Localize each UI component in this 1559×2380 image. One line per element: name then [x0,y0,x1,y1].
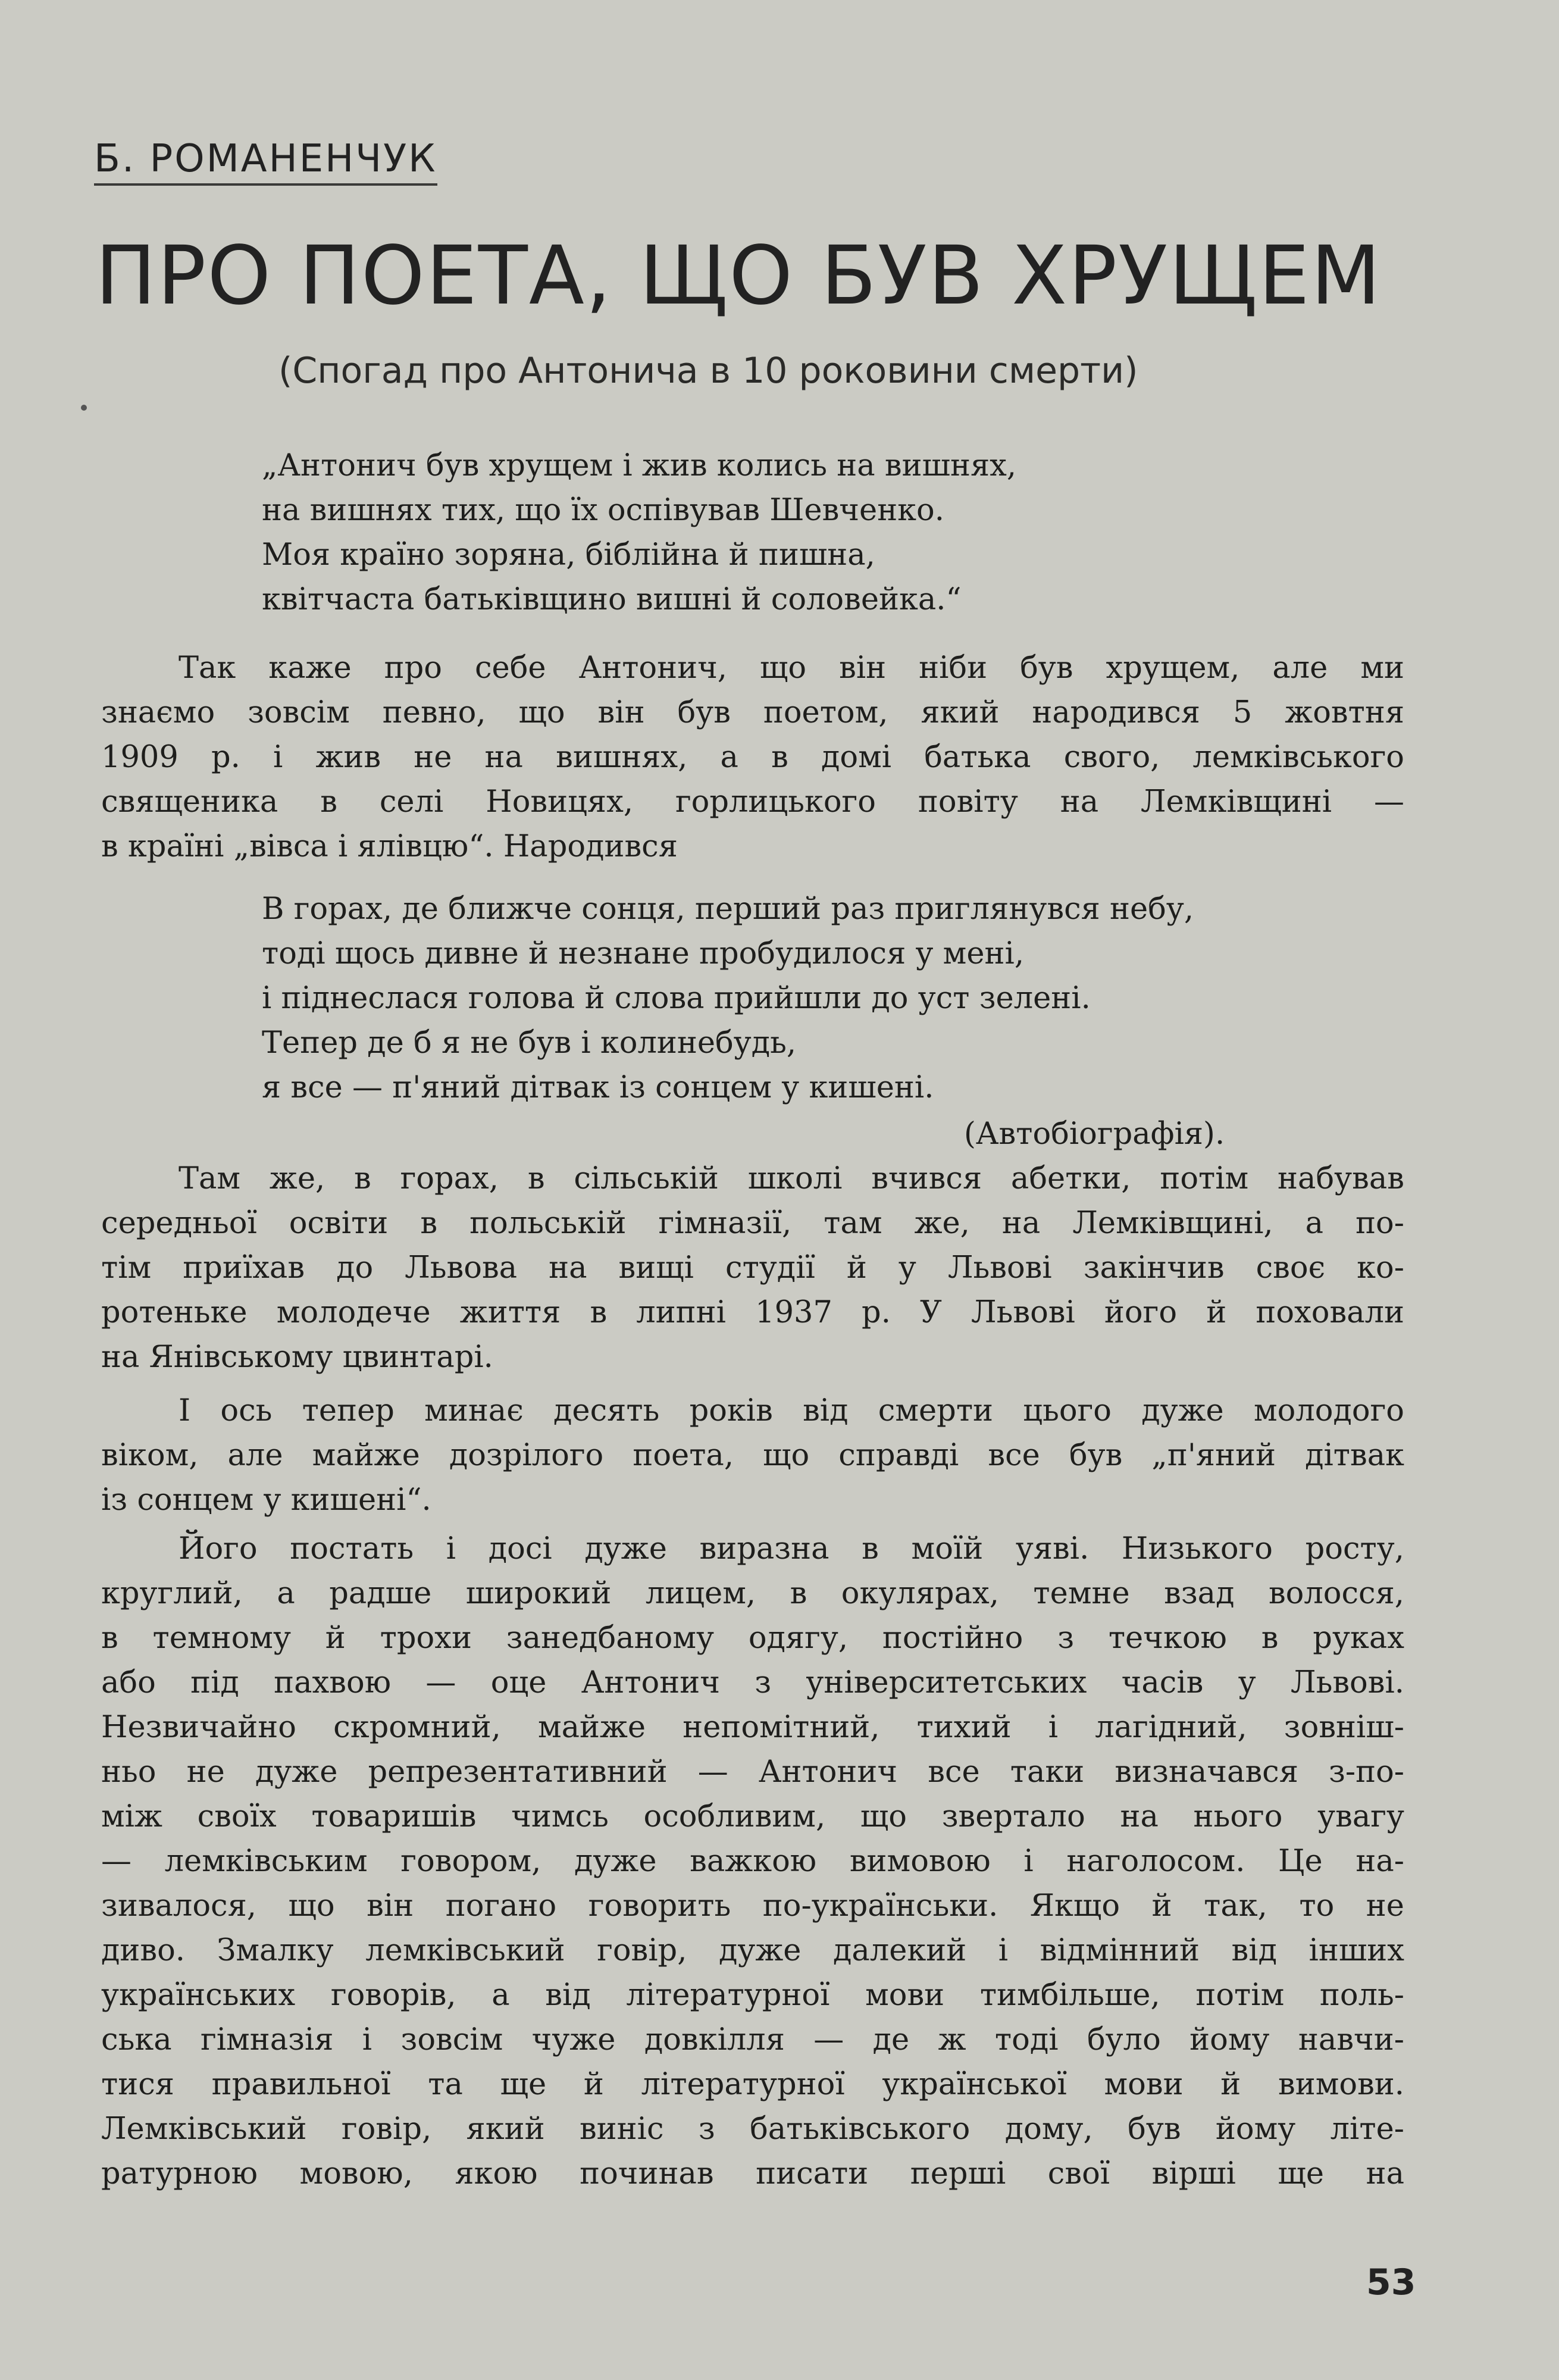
epigraph-line: на вишнях тих, що їх оспівував Шевченко. [262,493,944,528]
text-line: круглий, а радше широкий лицем, в окулярах, темне взад волосся, [101,1576,1404,1611]
text-line: — лемківським говором, дуже важкою вимовою і наголосом. Це на- [101,1844,1404,1879]
page-number: 53 [1366,2262,1416,2303]
text-line: українських говорів, а від літературної мови тимбільше, потім поль- [101,1978,1404,2013]
text-line: зивалося, що він погано говорить по-українськи. Якщо й так, то не [101,1888,1404,1924]
article-subtitle: (Спогад про Антонича в 10 роковини смерти) [278,350,1138,392]
text-line: ротеньке молодече життя в липні 1937 р. У Львові його й поховали [101,1295,1404,1330]
text-line: в темному й трохи занедбаному одягу, постійно з течкою в руках [101,1621,1404,1656]
text-line: ська гімназія і зовсім чуже довкілля — де ж тоді було йому навчи- [101,2022,1404,2057]
text-line: Лемківський говір, який виніс з батьківського дому, був йому літе- [101,2112,1404,2147]
article-title: ПРО ПОЕТА, ЩО БУВ ХРУЩЕМ [95,229,1382,323]
epigraph-line: Моя країно зоряна, біблійна й пишна, [262,537,875,573]
paragraph-2 [101,1156,1404,1380]
text-line: із сонцем у кишені“. [101,1483,431,1518]
text-line: ратурною мовою, якою починав писати перші свої вірші ще на [101,2156,1404,2191]
text-line: Незвичайно скромний, майже непомітний, тихий і лагідний, зовніш- [101,1710,1404,1745]
epigraph [262,443,1016,622]
text-line: між своїх товаришів чимсь особливим, що звертало на нього увагу [101,1799,1404,1834]
text-line: віком, але майже дозрілого поета, що справді все був „п'яний дітвак [101,1438,1404,1473]
text-line: І ось тепер минає десять років від смерти цього дуже молодого [179,1393,1404,1428]
author-name: Б. РОМАНЕНЧУК [94,138,437,186]
print-speck [81,405,87,411]
text-line: в країні „вівса і ялівцю“. Народився [101,829,678,864]
verse-line: тоді щось дивне й незнане пробудилося у мені, [262,936,1025,971]
text-line: священика в селі Новицях, горлицького повіту на Лемківщині — [101,784,1404,820]
verse-line: я все — п'яний дітвак із сонцем у кишені. [262,1070,934,1105]
text-line: диво. Змалку лемківський говір, дуже далекий і відмінний від інших [101,1933,1404,1968]
verse-line: і піднеслася голова й слова прийшли до уст зелені. [262,981,1091,1016]
epigraph-line: квітчаста батьківщино вишні й соловейка.“ [262,582,962,617]
text-line: знаємо зовсім певно, що він був поетом, який народився 5 жовтня [101,695,1404,730]
autobiography-verse [262,887,1194,1110]
epigraph-line: „Антонич був хрущем і жив колись на вишнях, [262,448,1017,483]
text-line: Так каже про себе Антонич, що він ніби був хрущем, але ми [179,650,1404,686]
text-line: або під пахвою — оце Антонич з університетських часів у Львові. [101,1665,1404,1700]
text-line: на Янівському цвинтарі. [101,1340,493,1375]
text-line: тім приїхав до Львова на вищі студії й у Львові закінчив своє ко- [101,1250,1404,1286]
text-line: середньої освіти в польській гімназії, там же, на Лемківщині, а по- [101,1206,1404,1241]
verse-line: В горах, де ближче сонця, перший раз приглянувся небу, [262,892,1194,927]
verse-attribution: (Автобіографія). [964,1116,1225,1152]
text-line: Його постать і досі дуже виразна в моїй уяві. Низького росту, [179,1531,1404,1566]
paragraph-3 [101,1388,1404,1522]
text-line: тися правильної та ще й літературної української мови й вимови. [101,2067,1404,2102]
text-line: 1909 р. і жив не на вишнях, а в домі батька свого, лемківського [101,740,1404,775]
verse-line: Тепер де б я не був і колинебудь, [262,1025,797,1061]
paragraph-4 [101,1527,1404,2196]
text-line: Там же, в горах, в сільській школі вчився абетки, потім набував [179,1161,1404,1196]
paragraph-1 [101,646,1404,869]
text-line: ньо не дуже репрезентативний — Антонич все таки визначався з-по- [101,1754,1404,1790]
